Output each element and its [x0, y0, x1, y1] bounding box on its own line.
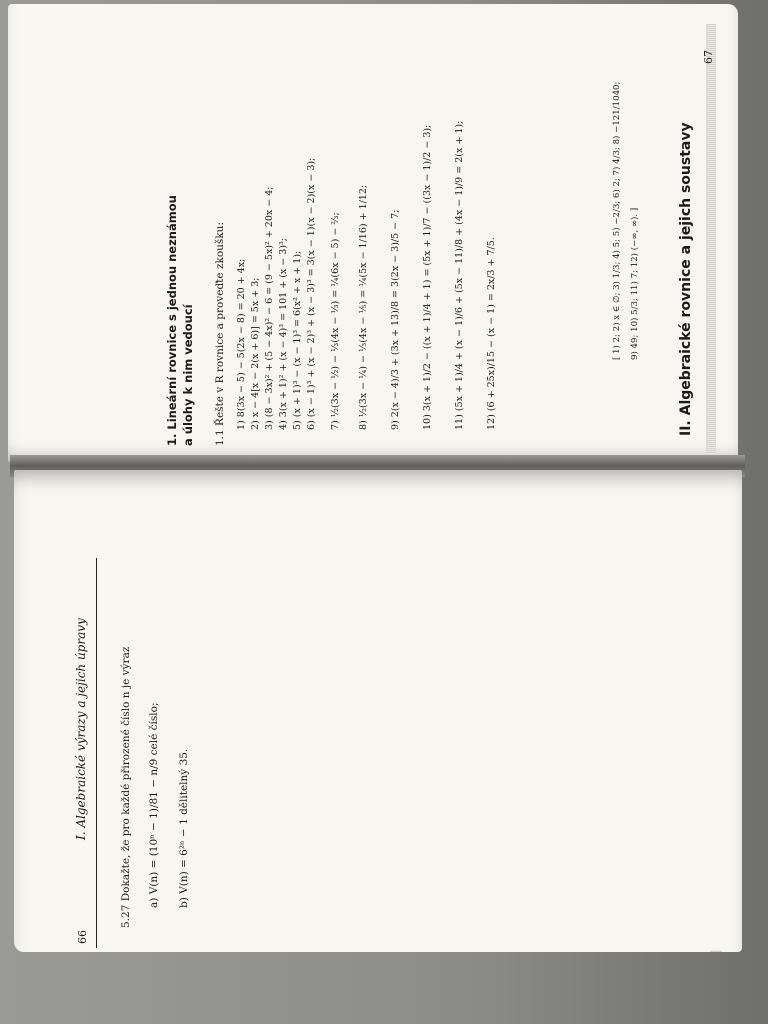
equation-8: 8) ½(3x − ¼) − ⅓(4x − ⅕) = ¼(5x − 1/16) + 1/12;: [358, 184, 369, 430]
equation-4: 4) 3(x + 1)² + (x − 4)³ = 101 + (x − 3)³;: [278, 237, 289, 430]
equation-12: 12) (6 + 25x)/15 − (x − 1) = 2x/3 + 7/5.: [486, 237, 497, 430]
equation-10: 10) 3(x + 1)/2 − ((x + 1)/4 + 1) = (5x + 1)/7 − ((3x − 1)/2 − 3);: [422, 124, 433, 430]
header-rule: [96, 558, 97, 948]
page-number: 66: [76, 930, 89, 944]
answers-line1: [ 1) 2; 2) x ∈ ∅; 3) 1/3; 4) 5; 5) −2/3; 6) 2; 7) 4/3; 8) −121/1040;: [612, 81, 622, 360]
section-title-line1: 1. Lineární rovnice s jednou neznámou: [165, 195, 179, 446]
equation-2: 2) x − 4[x − 2(x + 6)] = 5x + 3;: [250, 277, 261, 430]
equation-6: 6) (x − 1)³ + (x − 2)³ + (x − 3)³ = 3(x − 1)(x − 2)(x − 3);: [306, 157, 317, 430]
running-header: I. Algebraické výrazy a jejich úpravy: [74, 618, 88, 840]
section-title-line2: a úlohy k nim vedoucí: [181, 304, 195, 446]
exercise-5-27: 5.27 Dokažte, že pro každé přirozené číslo n je výraz: [120, 646, 132, 928]
page-edge: [710, 950, 722, 952]
page-66: [14, 470, 742, 952]
page-66-content: [20, 478, 740, 948]
page-number: 67: [702, 50, 715, 64]
page-67-content: [14, 4, 734, 456]
equation-11: 11) (5x + 1)/4 + (x − 1)/6 + (5x − 11)/8 + (4x − 1)/9 = 2(x + 1);: [454, 120, 465, 430]
page-67: [8, 4, 738, 462]
task-intro: 1.1 Řešte v R rovnice a proveďte zkoušku:: [214, 222, 226, 446]
equation-1: 1) 8(3x − 5) − 5(2x − 8) = 20 + 4x;: [236, 258, 247, 430]
equation-7: 7) ½(3x − ½) − ⅓(4x − ⅓) = ¼(6x − 5) − ⅔;: [330, 212, 341, 430]
exercise-item-b: b) V(n) = 6²ⁿ − 1 dělitelný 35.: [178, 748, 190, 908]
equation-5: 5) (x + 1)³ − (x − 1)³ = 6(x² + x + 1);: [292, 250, 303, 430]
exercise-item-a: a) V(n) = (10ⁿ − 1)/81 − n/9 celé číslo;: [148, 702, 160, 908]
answers-line2: 9) 49; 10) 5/3; 11) 7; 12) (−∞, ∞). ]: [630, 207, 640, 360]
chapter-title: II. Algebraické rovnice a jejich soustavy: [678, 122, 694, 436]
equation-3: 3) (8 − 3x)² + (5 − 4x)² − 6 = (9 − 5x)² + 20x − 4;: [264, 186, 275, 430]
equation-9: 9) 2(x − 4)/3 + (3x + 13)/8 = 3(2x − 3)/5 − 7;: [390, 209, 401, 430]
